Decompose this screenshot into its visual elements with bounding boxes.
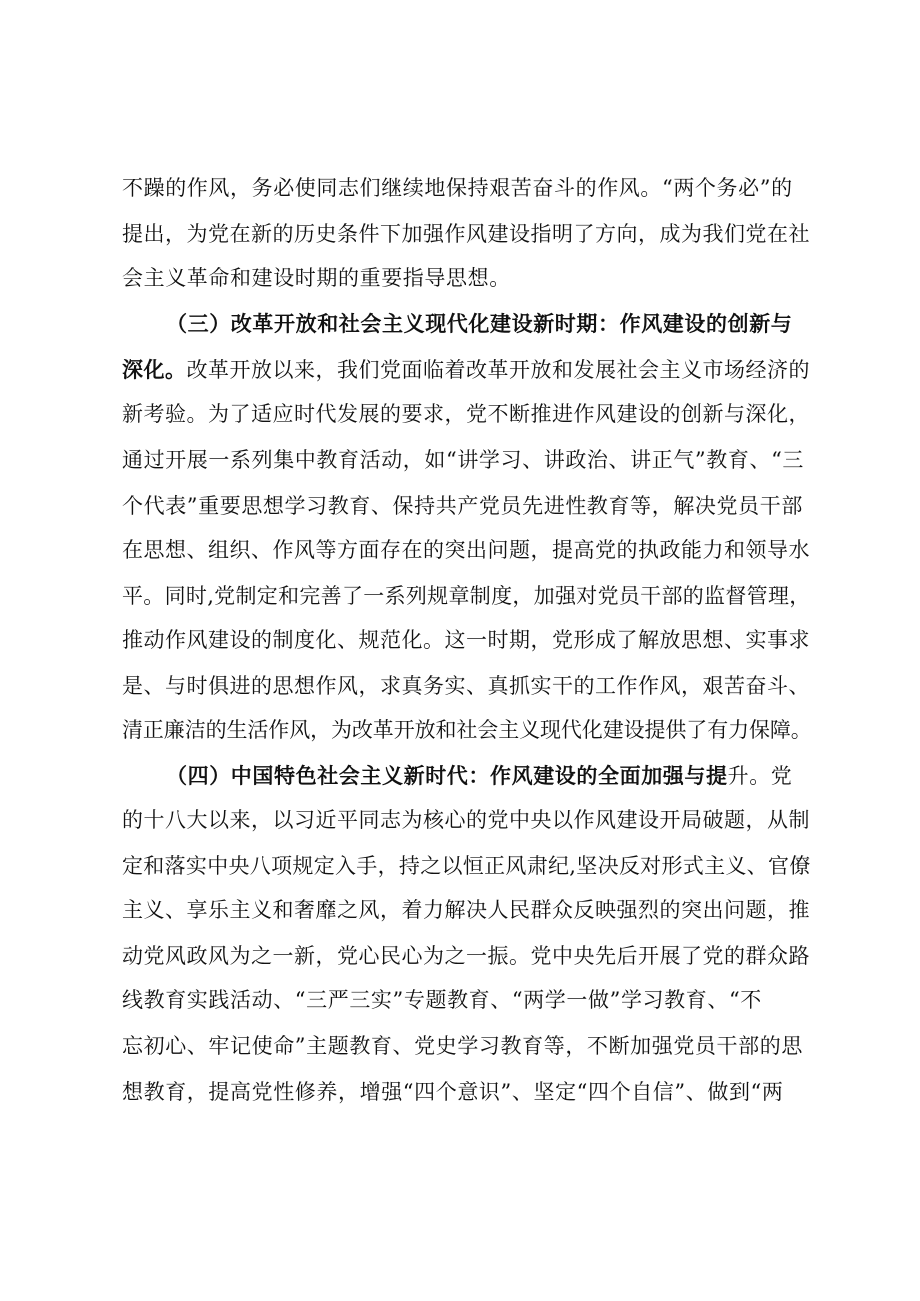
line-text: 提出，为党在新的历史条件下加强作风建设指明了方向，成为我们党在社: [122, 222, 810, 246]
line-text: 个代表”重要思想学习教育、保持共产党员先进性教育等，解决党员干部: [122, 494, 803, 518]
text-line: [122, 576, 812, 616]
text-line: [122, 168, 812, 208]
line-text: 升。党: [727, 764, 793, 788]
text-line: [122, 800, 812, 840]
line-text: 主义、享乐主义和奢靡之风，着力解决人民群众反映强烈的突出问题，推: [122, 898, 810, 922]
section-heading-line: [166, 756, 812, 796]
line-text: 新考验。为了适应时代发展的要求，党不断推进作风建设的创新与深化，: [122, 402, 810, 426]
text-line: [122, 846, 812, 886]
line-text: 的十八大以来，以习近平同志为核心的党中央以作风建设开局破题，从制: [122, 808, 810, 832]
line-text: 忘初心、牢记使命”主题教育、党史学习教育等，不断加强党员干部的思: [122, 1034, 803, 1058]
line-text: 通过开展一系列集中教育活动，如“讲学习、讲政治、讲正气”教育、“三: [122, 448, 805, 472]
line-text: 清正廉洁的生活作风，为改革开放和社会主义现代化建设提供了有力保障。: [122, 718, 812, 742]
text-line: [122, 980, 812, 1020]
line-text: 不躁的作风，务必使同志们继续地保持艰苦奋斗的作风。“两个务必”的: [122, 176, 793, 200]
text-line: [122, 666, 812, 706]
line-text: 是、与时俱进的思想作风，求真务实、真抓实干的工作作风，艰苦奋斗、: [122, 674, 810, 698]
text-line: [122, 620, 812, 660]
text-line: [122, 1072, 812, 1112]
section-heading-4: （四）中国特色社会主义新时代：作风建设的全面加强与提: [166, 764, 728, 788]
line-text: 定和落实中央八项规定入手，持之以恒正风肃纪,坚决反对形式主义、官僚: [122, 854, 811, 878]
text-line: [122, 214, 812, 254]
line-text: 改革开放以来，我们党面临着改革开放和发展社会主义市场经济的: [186, 358, 810, 382]
text-line: [122, 394, 812, 434]
text-line: [122, 890, 812, 930]
text-line: [122, 1026, 812, 1066]
text-line: [122, 530, 812, 570]
text-line: [122, 258, 812, 298]
text-line: [122, 710, 812, 750]
line-text: 在思想、组织、作风等方面存在的突出问题，提高党的执政能力和领导水: [122, 538, 810, 562]
line-text: 想教育，提高党性修养，增强“四个意识”、坚定“四个自信”、做到“两: [122, 1080, 784, 1104]
text-line: [122, 350, 812, 390]
text-line: [122, 440, 812, 480]
section-heading-line: [166, 304, 812, 344]
text-line: [122, 486, 812, 526]
line-text: 动党风政风为之一新，党心民心为之一振。党中央先后开展了党的群众路: [122, 944, 810, 968]
text-line: [122, 936, 812, 976]
line-text: 推动作风建设的制度化、规范化。这一时期，党形成了解放思想、实事求: [122, 628, 810, 652]
line-text: 平。同时,党制定和完善了一系列规章制度，加强对党员干部的监督管理，: [122, 584, 811, 608]
section-heading-3: （三）改革开放和社会主义现代化建设新时期：作风建设的创新与: [166, 312, 793, 336]
line-text: 会主义革命和建设时期的重要指导思想。: [122, 266, 511, 290]
line-text: 线教育实践活动、“三严三实”专题教育、“两学一做”学习教育、“不: [122, 988, 762, 1012]
section-heading-3-cont: 深化。: [122, 358, 187, 382]
